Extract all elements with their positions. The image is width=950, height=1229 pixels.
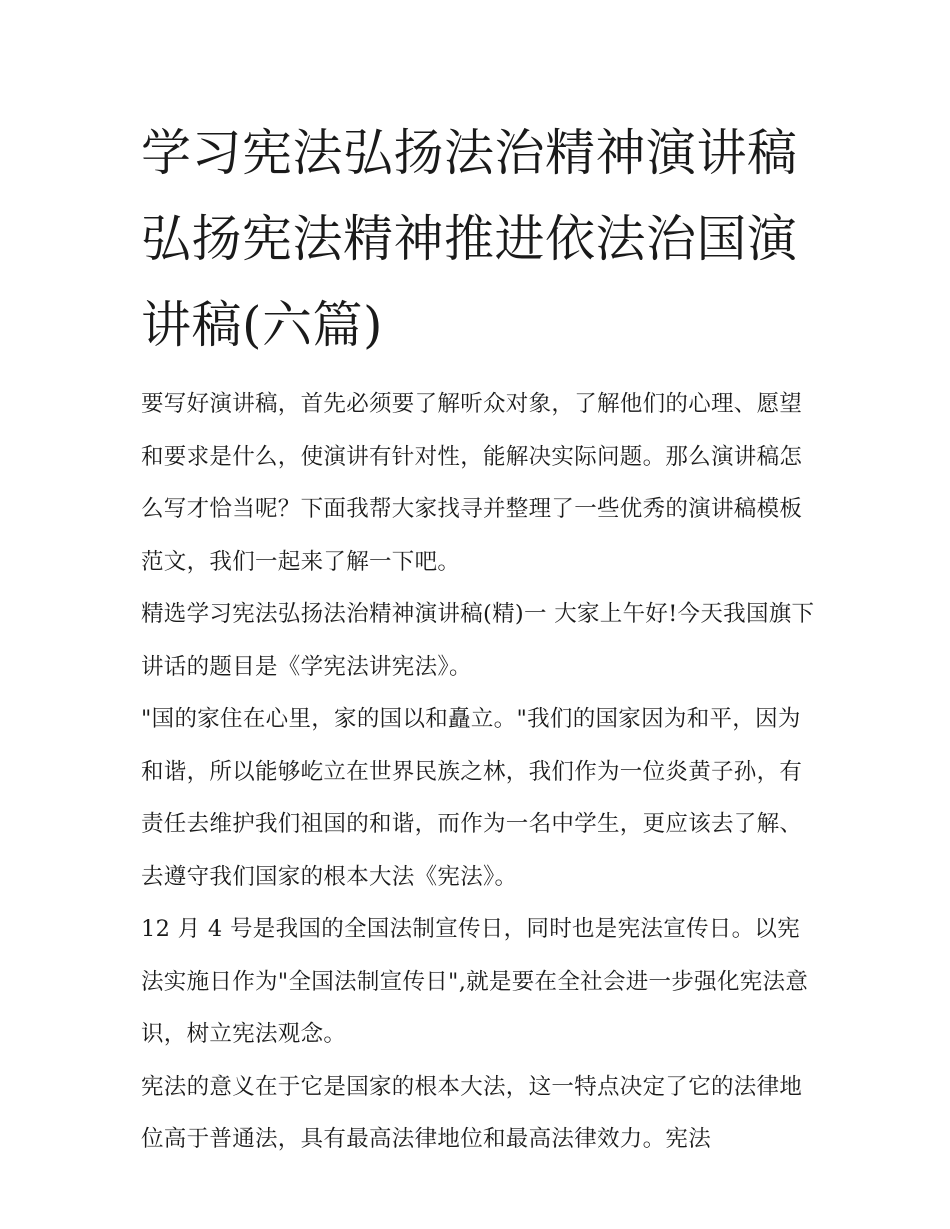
paragraph-publicity-day: 12 月 4 号是我国的全国法制宣传日，同时也是宪法宣传日。以宪法实施日作为"全国法制宣传日",就是要在全社会进一步强化宪法意识，树立宪法观念。 (141, 916, 809, 1047)
paragraph-intro: 要写好演讲稿，首先必须要了解听众对象，了解他们的心理、愿望和要求是什么，使演讲有针对性，能解决实际问题。那么演讲稿怎么写才恰当呢？下面我帮大家找寻并整理了一些优秀的演讲稿模板范文，我们一起来了解一下吧。 (141, 391, 803, 575)
paragraph-opening: 精选学习宪法弘扬法治精神演讲稿(精)一 大家上午好!今天我国旗下讲话的题目是《学宪法讲宪法》。 (141, 601, 815, 680)
document-page (141, 110, 821, 1166)
paragraph-quote: "国的家住在心里，家的国以和矗立。"我们的国家因为和平，因为和谐，所以能够屹立在世界民族之林，我们作为一位炎黄子孙，有责任去维护我们祖国的和谐，而作为一名中学生，更应该去了解、去遵守我们国家的根本大法《宪法》。 (141, 706, 803, 890)
document-title: 学习宪法弘扬法治精神演讲稿弘扬宪法精神推进依法治国演讲稿(六篇) (141, 124, 798, 354)
paragraph-significance: 宪法的意义在于它是国家的根本大法，这一特点决定了它的法律地位高于普通法，具有最高法律地位和最高法律效力。宪法 (141, 1073, 803, 1152)
